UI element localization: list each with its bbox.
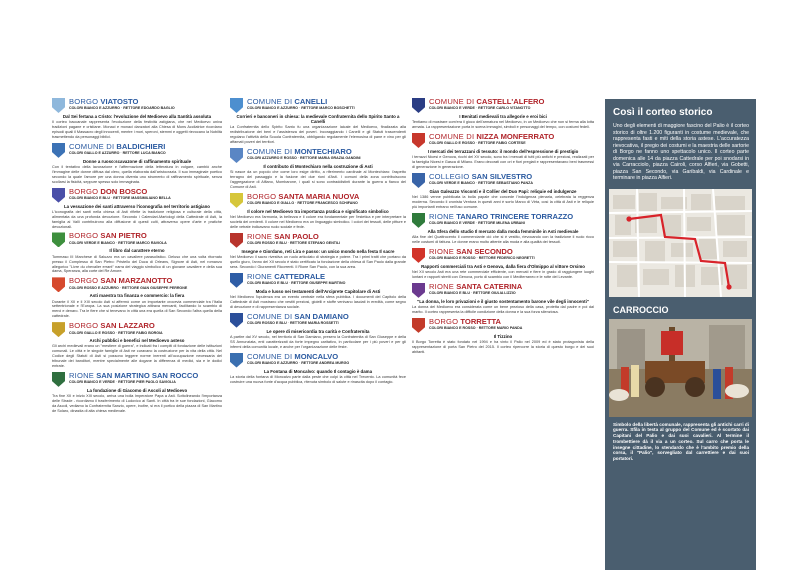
district-title: TORRETTA [460, 316, 502, 326]
district-name [429, 318, 594, 326]
district-title: SAN SECONDO [456, 246, 513, 256]
district-rettore: RETTORE MASSIMILIANO BELLA [113, 196, 171, 201]
district-info: COLORI ROSSO E AZZURRO · RETTORE GIAN GIUSEPPE PERRONE [69, 285, 188, 290]
entry-body: I terrazzi Nicesi e Genova, ricchi del XV secolo, sono tra i mercati di tutti più antichi e preziosi, realizzati per la famiglia Nicesi e Gasca di Milano. Erano decorati con ori e fiori pregiati e rappresentavano beni trasmessi di generazione in generazione. [412, 155, 594, 170]
district-colors: COLORI BIANCO E BLU [69, 196, 110, 201]
district-kind: BORGO [69, 231, 99, 241]
district-name [429, 248, 594, 256]
district-info: COLORI ROSSO E BLU · RETTORE MARIA ROSSETTI [247, 321, 339, 326]
district-kind: COLLEGIO [429, 171, 470, 181]
district-name [247, 273, 406, 281]
sidebar-heading: Così il corteo storico [613, 107, 713, 118]
map-drawing [609, 189, 752, 297]
coat-of-arms-icon [230, 313, 243, 328]
route-map [609, 189, 752, 297]
entry-title: Gian Galeazzo Visconti e il Collier del Duo Papi: reliquie ed indulgenze [429, 188, 577, 194]
entry-heading [247, 353, 406, 366]
entry-header [52, 277, 222, 292]
district-info: COLORI VERDE E BIANCO · RETTORE MARCO RAVIOLA [69, 240, 167, 245]
district-kind: RIONE [429, 246, 455, 256]
district-rettore: RETTORE MARIO PANDA [478, 326, 523, 331]
district-rettore: RETTORE GIUSEPPE MARTINO [291, 281, 346, 286]
district-info: COLORI BIANCO E ROSSO · RETTORE MARIO PANDA [429, 326, 523, 331]
district-kind: RIONE [69, 370, 95, 380]
entry-title: Il libro dal carattere eterno [109, 248, 165, 254]
entry-body: Nel Medioevo il sacro rivestiva un ruolo articolato di strategia e potere. Tra i primi tratti che portano da quello giuro, l'anno del XII secolo è stato certificato la fondazione della chiesa di San Paolo dalla grande sera. Secondo i Giuramenti Ricorrenti. Il Rione San Paolo, con la sua area. [230, 254, 406, 269]
sidebar-text: Uno degli elementi di maggiore fascino del Palio è il corteo storico di oltre 1.200 figuranti in costume medievale, che rappresenta fasti e miti della storia astese. L'accuratezza rievocativa, il pregio dei costumi e la maestria delle sartorie di Borgo ne fanno uno spettacolo unico. Il corteo parte domenica alle 14 da piazza Cattedrale per poi snodarsi in via Carracciolo, piazza Cairoli, corso Alfieri, via Gobetti, piazza San Secondo, via Garibaldi, via Cardinale e terminare in piazza Alfieri. [613, 123, 749, 181]
district-entry [52, 277, 222, 319]
entry-title: La Fontana di Moncalvo: quando Il contagio è dama [263, 368, 373, 374]
district-colors: COLORI BIANCO E ROSSO [429, 256, 476, 261]
district-colors: COLORI AZZURRO E ROSSO [247, 156, 297, 161]
district-info: COLORI BIANCO E BLU · RETTORE GIUSEPPE MARTINO [247, 281, 346, 286]
district-colors: COLORI GIALLO E ROSSO [69, 330, 115, 335]
district-kind: BORGO [69, 276, 99, 286]
district-title: SAN PAOLO [274, 231, 319, 241]
district-rettore: RETTORE LUCA BIANCO [122, 151, 166, 156]
district-entry [412, 318, 594, 355]
district-info: COLORI BIANCO E VERDE · RETTORE CARLO VITANOTTO [429, 106, 531, 111]
coat-of-arms-icon [52, 372, 65, 387]
district-rettore: RETTORE SEBASTIANO PANZA [478, 181, 533, 186]
entry-title: Dal Sei fertana a Cristo: l'evoluzione del Medioevo alla Santità assoluta [62, 114, 212, 119]
district-entry [412, 98, 594, 130]
entry-header [230, 98, 406, 113]
district-rettore: RETTORE PIER PAOLO SAVIGLIA [118, 380, 176, 385]
district-info: COLORI GIALLO E AZZURRO · RETTORE LUCA BIANCO [69, 151, 166, 156]
district-rettore: RETTORE FEDERICO NEGRETTI [478, 256, 535, 261]
entry-header [52, 98, 222, 113]
district-title: SAN SILVESTRO [471, 171, 533, 181]
entry-heading [429, 173, 594, 186]
entry-heading [247, 233, 406, 246]
entry-header [230, 273, 406, 288]
district-rettore: RETTORE MARIA ROSSETTI [289, 321, 339, 326]
entry-heading [69, 372, 222, 385]
district-entry [230, 233, 406, 270]
district-name [69, 98, 222, 106]
district-info: COLORI BIANCO E BLU · RETTORE MASSIMILIANO BELLA [69, 196, 171, 201]
district-entry [52, 372, 222, 414]
district-name [429, 213, 594, 221]
district-entry [52, 143, 222, 185]
district-kind: COMUNE DI [429, 97, 475, 106]
entry-body: Tra fine XII e inizio XIII secolo, arriva una bolla Imperatore Papa a Asti. Sottolineando l'importanza delle Strade - ricordiamo il trasferimento di Ludovico ai Santi. In città tra le sue fondazioni, Giacomo da Ascoli, vediamo la Confraternita Sanzio, opere, inoltre, si era il portico della piazza di San Martino de Solaro, dinastia di alta chiesa medievale. [52, 394, 222, 413]
entry-header [412, 213, 594, 228]
entry-header [52, 322, 222, 337]
coat-of-arms-icon [412, 133, 425, 148]
district-colors: COLORI BIANCO E AZZURRO [247, 360, 298, 365]
coat-of-arms-icon [412, 173, 425, 188]
entry-heading [429, 213, 594, 226]
entry-title: I Benitati medievali tra allegorie e eroi bici [459, 114, 547, 119]
district-info: COLORI BIANCO E AZZURRO · RETTORE ANDREA MURGO [247, 360, 350, 365]
entry-title: Archi pubblici e benefici nel Medioevo asteso [89, 338, 185, 344]
district-title: CANELLI [294, 97, 328, 106]
district-title: DON BOSCO [100, 186, 148, 196]
entry-header [412, 98, 594, 113]
entry-title: "La donna, le loro privazioni e il giusto sostentamento barone vile degli innocenti" [417, 298, 589, 304]
entry-title: La fondazione di Giacomo di Ascoli al Medioevo [86, 387, 188, 393]
district-entry [230, 193, 406, 230]
entry-body: La Confraternita dello Spirito Santo fu una organizzazione laicale del Medioevo, finalizzata alla redistribuzione dei beni e l'assistenza dei poveri. Incoraggiando i Canelli e gli Statuti trascendenti regolano l'attività della Scuola Confraternita, obbligando regolamente l'elemosina di pane e vino per gli affamati poveri dei territori. [230, 125, 406, 145]
district-name [69, 188, 222, 196]
district-title: SAN PIETRO [100, 231, 147, 241]
district-info: COLORI BIANCO E BLU · RETTORE GIULIA LIZZIO [429, 291, 516, 296]
column-1 [52, 98, 222, 417]
district-colors: COLORI BIANCO E VERDE [69, 380, 115, 385]
entry-title: Corrieri e banconeri in chiesa: la medievale Confraternita dello Spirito Santo a Canelli [236, 114, 400, 125]
district-title: SANTA CATERINA [456, 281, 523, 291]
district-colors: COLORI BIANCO E BLU [247, 281, 288, 286]
district-kind: BORGO [429, 316, 459, 326]
coat-of-arms-icon [230, 233, 243, 248]
entry-heading [429, 133, 594, 146]
entry-header [52, 188, 222, 203]
entry-header [52, 372, 222, 387]
entry-header [230, 353, 406, 368]
coat-of-arms-icon [412, 213, 425, 228]
coat-of-arms-icon [52, 143, 65, 158]
coat-of-arms-icon [230, 98, 243, 113]
district-kind: RIONE [247, 271, 273, 281]
district-info: COLORI ROSSO E BLU · RETTORE STEFANO GENTILI [247, 241, 341, 246]
entry-header [412, 318, 594, 333]
coat-of-arms-icon [230, 273, 243, 288]
district-rettore: RETTORE FABIO CORTESE [478, 141, 526, 146]
entry-body: Gli archi medievali erano un "mestiere di guerra", e indicati fra i compiti di fondazione delle istituzioni comunali. Le città e le singole famiglie di Asti ne curavano la costruzione per la vita della città. Nel Codice degli Statuti di Asti si possono leggere norme inerenti all'occupazione necessaria del tribunale dei banditori, mentre specialmente alle dogane la differenza di medici, sia e le dodici entrate. [52, 344, 222, 368]
entry-body: A partire dal XV secolo, nel territorio di San Damiano, presero la Confraternita di San Giuseppe e della SS Annunziata, enti caratterizzati da forte impegno caritativo, in particolare per i più poveri e per gli infermi della comunità locale, e anche per l'organizzazione delle feste. [230, 334, 406, 349]
entry-heading [69, 277, 222, 290]
entry-body: Nel 1386 venne pubblicata la bolla papale che concede l'indulgenza plenaria, celebrata la reggenza moderna. Secondo il cronista Ventura in questi anni è sorto Marco di Virta, così la città di Asti e le reliquie più importanti entrano nell'uso comune. [412, 195, 594, 209]
entry-header [230, 313, 406, 328]
district-entry [412, 173, 594, 210]
district-entry [52, 98, 222, 140]
district-kind: BORGO [69, 186, 99, 196]
district-colors: COLORI ROSSO E AZZURRO [69, 285, 119, 290]
entry-title: Il contributo di Montechiaro nella costruzione di Asti [263, 164, 373, 170]
district-info: COLORI BIANCO E VERDE · RETTORE PIER PAOLO SAVIGLIA [69, 380, 176, 385]
entry-header [412, 173, 594, 188]
district-entry [230, 148, 406, 190]
entry-title: Alla Sfera dello studio Il mercato dalla moda femminile in Asti medievale [427, 228, 579, 234]
district-colors: COLORI GIALLO E AZZURRO [69, 151, 120, 156]
district-name [429, 173, 594, 181]
entry-title: Le opere di misericordia tra carità e Confraternita [266, 328, 370, 334]
district-title: NIZZA MONFERRATO [476, 132, 555, 142]
district-title: MONCALVO [294, 351, 339, 361]
district-kind: COMUNE DI [247, 351, 293, 361]
district-info: COLORI BIANCO E AZZURRO · RETTORE MARCO BOSCHETTI [247, 106, 355, 111]
entry-header [412, 283, 594, 298]
entry-title: Rapporti commerciali tra Asti e Genova, dalla fiera d'Olmippo al vittore Orsimo [421, 263, 585, 269]
carroccio-photo [609, 319, 752, 417]
district-colors: COLORI BIANCO E VERDE [429, 106, 475, 111]
entry-heading [69, 232, 222, 245]
carroccio-image [609, 319, 752, 417]
district-name [247, 233, 406, 241]
district-info: COLORI AZZURRO E ROSSO · RETTORE MARIA GRAZIA GANDINI [247, 156, 361, 161]
entry-heading [247, 148, 406, 161]
district-rettore: RETTORE ANDREA MURGO [301, 360, 350, 365]
coat-of-arms-icon [230, 353, 243, 368]
district-name [247, 193, 406, 201]
entry-heading [429, 283, 594, 296]
entry-header [412, 248, 594, 263]
district-info: COLORI VERDE E BIANCO · RETTORE SEBASTIANO PANZA [429, 181, 533, 186]
coat-of-arms-icon [52, 232, 65, 247]
district-name [247, 98, 406, 106]
entry-heading [429, 98, 594, 111]
entry-heading [247, 273, 406, 286]
district-rettore: RETTORE MILENA URBANI [478, 221, 525, 226]
district-name [69, 322, 222, 330]
entry-header [52, 232, 222, 247]
district-title: BALDICHIERI [116, 141, 166, 151]
entry-header [230, 233, 406, 248]
entry-heading [247, 98, 406, 111]
district-rettore: RETTORE STEFANO GENTILI [289, 241, 341, 246]
coat-of-arms-icon [230, 193, 243, 208]
district-entry [230, 313, 406, 350]
coat-of-arms-icon [230, 148, 243, 163]
district-title: MONTECHIARO [294, 147, 352, 157]
entry-header [230, 193, 406, 208]
district-colors: COLORI BIANCO E VERDE [429, 221, 475, 226]
entry-title: Moda e lusso nei testamenti dell'Arciprete Capitolare di Asti [255, 288, 381, 294]
district-info: COLORI BIANCO E GIALLO · RETTORE FRANCESCO SCHIFANO [247, 201, 358, 206]
entry-header [412, 133, 594, 148]
district-entry [52, 232, 222, 274]
district-colors: COLORI VERDE E BIANCO [69, 240, 115, 245]
coat-of-arms-icon [412, 283, 425, 298]
carroccio-caption: Simbolo della libertà comunale, rappresenta gli antichi carri di guerra. Sfila in testa al gruppo del Comune ed è scortato dai Capitani del Palio e dai suoi cavalieri. Al termine il trombettiere dà il via a un corteo. Sul carro che porta le insegne cittadine, lo stendardo che è l'ambito premio della corsa, il "Palio", sorvegliato dal carrettiere e dai suoi portatori. [613, 421, 749, 462]
district-title: SAN LAZZARO [100, 321, 155, 331]
district-kind: BORGO [69, 321, 99, 331]
district-entry [52, 322, 222, 369]
entry-body: Il Borgo Torretta è stato fondato nel 1994 e ha vinto il Palio nel 2009 ed è stato protagonista della rappresentazione di porta San Pietro del 2015. Il corteo ripercorre la storia di questo borgo e dei suoi abitanti. [412, 340, 594, 354]
district-rettore: RETTORE CARLO VITANOTTO [478, 106, 531, 111]
district-rettore: RETTORE FRANCESCO SCHIFANO [297, 201, 358, 206]
entry-title: Donne a ruoso:scavazone di raffinamento spirituale [82, 158, 192, 164]
district-info: COLORI BIANCO E AZZURRO · RETTORE EDOARDO BAGLIO [69, 106, 175, 111]
district-name [429, 98, 594, 106]
coat-of-arms-icon [52, 322, 65, 337]
district-entry [230, 98, 406, 145]
district-entry [230, 353, 406, 385]
entry-heading [247, 193, 406, 206]
district-rettore: RETTORE GIAN GIUSEPPE PERRONE [121, 285, 188, 290]
entry-body: Nel XII secolo Asti era una rete commerciale efficiente, con mercati e fiere in grado di raggiungere luoghi lontani e rapporti stretti con Genova, porto di scambio con il Mediterraneo e le rotte del Levante. [412, 270, 594, 279]
coat-of-arms-icon [412, 98, 425, 113]
district-info: COLORI BIANCO E VERDE · RETTORE MILENA URBANI [429, 221, 525, 226]
district-title: SAN DAMIANO [294, 311, 349, 321]
district-colors: COLORI ROSSO E BLU [247, 241, 287, 246]
district-entry [52, 188, 222, 230]
column-2 [230, 98, 406, 388]
district-colors: COLORI VERDE E BIANCO [429, 181, 475, 186]
district-title: VIATOSTO [100, 97, 139, 106]
district-kind: COMUNE DI [247, 147, 293, 157]
entry-heading [69, 188, 222, 201]
district-entry [412, 213, 594, 245]
entry-heading [69, 322, 222, 335]
carroccio-heading: CARROCCIO [613, 304, 669, 315]
district-rettore: RETTORE MARIA GRAZIA GANDINI [299, 156, 361, 161]
entry-body: Durante il XII e il XIII secolo Asti si affermò come un importante crocevia commerciale tra l'Italia settentrionale e l'Europa. La sua posizione strategica attirava mercanti, facilitando lo scambio di merci e denaro. Tra le fiere che si tenevano in città una era quella di San Secondo l'altra quella della cattedrale. [52, 299, 222, 319]
entry-body: Alla fine del Quattrocento il commerciante ciò che si è vestito, rievocando con la tradizione il ruolo ricco nelle costumi di fattura. Le donne erano molto attente alla moda e alla qualità dei tessuti. [412, 235, 594, 244]
entry-body: Il corteo baccanale rappresenta l'evoluzione della festività astigiana, che nel Medioevo univa tradizioni pagane e cristiane. Monaci e monaci danzatori alla Chiesa di Mons Accilatrice ricordano episodi quali il Massacro degli innocenti, mentre i mori, speroni, stemmi e oggetti rievocano la Nobiltà trasmettendo da personaggi biblici. [52, 120, 222, 139]
district-title: CASTELL'ALFERO [476, 97, 545, 106]
district-name [429, 283, 594, 291]
district-colors: COLORI BIANCO E BLU [429, 291, 470, 296]
entry-title: I mercati dei terrazzani di tessuto: il mondo dell'espressione di prestigio [427, 149, 579, 155]
entry-header [52, 143, 222, 158]
district-kind: COMUNE DI [247, 97, 293, 106]
district-title: SAN MARTINO SAN ROCCO [96, 370, 199, 380]
district-name [69, 277, 222, 285]
district-title: SAN MARZANOTTO [100, 276, 173, 286]
district-entry [412, 133, 594, 170]
district-colors: COLORI BIANCO E ROSSO [429, 326, 476, 331]
entry-title: Asti maestra tra finanza e commercio: la fiera [89, 293, 185, 299]
district-colors: COLORI BIANCO E AZZURRO [247, 106, 298, 111]
entry-body: Nel Medioevo era l'armonia, la bellezza e il colore era fondamentale per l'estetica e per interpretare la società dei credenti. Il colore nel Medioevo era un linguaggio simbolico. I colori dei tessuti, delle pitture e delle vetrate indicavano ruolo sociale e fede. [230, 215, 406, 229]
district-name [69, 232, 222, 240]
entry-body: Nel Medioevo l'opulenza era un evento centrale nella sfera pubblica. I documenti del Capitolo della Cattedrale di Asti mostrano che vestiti preziosi, gioielli e stoffe venivano lasciati in eredità, come segno di devozione e di rappresentanza sociale. [230, 294, 406, 309]
entry-body: L'iconografia dei santi nella chiesa di Asti riflette la tradizione religiosa e culturale della città, alimentata da una profonda devozione. Secondo i Calendari-Martologi della Cattedrale di Asti, la famiglia ai Valli contribuirono alla diffusione di questi culti, attraverso opere d'arte e pratiche devozionali. [52, 209, 222, 229]
district-kind: RIONE [429, 281, 455, 291]
district-name [247, 313, 406, 321]
district-name [69, 372, 222, 380]
coat-of-arms-icon [52, 277, 65, 292]
entry-title: Il colore nel Medioevo tra importanza pratica e significato simbolico [247, 208, 389, 214]
district-entry [230, 273, 406, 310]
district-rettore: RETTORE MARCO BOSCHETTI [301, 106, 355, 111]
entry-heading [247, 313, 406, 326]
district-colors: COLORI ROSSO E BLU [247, 321, 287, 326]
entry-body: Tentiamo di mostrare com'era il gioco dell'armatura nel Medioevo, in un Medioevo che non si ferma alla lotta armata. La rappresentazione porta in scena immagini, simboli e personaggi del tempo, con costumi fedeli. [412, 120, 594, 130]
district-kind: RIONE [247, 231, 273, 241]
district-kind: COMUNE DI [247, 311, 293, 321]
entry-title: Il Tizzino [493, 333, 513, 339]
coat-of-arms-icon [52, 188, 65, 203]
district-info: COLORI GIALLO E ROSSO · RETTORE FABIO BORGIA [69, 330, 163, 335]
district-name [69, 143, 222, 151]
entry-body: Si nasce da un popolo che come loro esige diritto, a riferimento cardinale al Montechiaro: l'aspetto terragno del passaggio e la fusione dei due rioni d'Asti. I comuni della zona contribuiscono l'aggregazione di Alfiano, Mombarone, i quali si sono contraddistinti durante la guerra a fianco del Comune di Asti. [230, 170, 406, 189]
entry-heading [69, 143, 222, 156]
district-rettore: RETTORE GIULIA LIZZIO [473, 291, 516, 296]
entry-title: Insegne e Giordano, reti Lira e passo: un unico mondo nella festa Il sacre [241, 248, 395, 254]
district-colors: COLORI BIANCO E GIALLO [247, 201, 295, 206]
entry-header [230, 148, 406, 163]
district-entry [412, 248, 594, 280]
district-kind: BORGO [247, 191, 277, 201]
entry-heading [429, 248, 594, 261]
district-name [429, 133, 594, 141]
coat-of-arms-icon [412, 248, 425, 263]
entry-heading [69, 98, 222, 111]
district-title: CATTEDRALE [274, 271, 326, 281]
district-info: COLORI GIALLO E ROSSO · RETTORE FABIO CORTESE [429, 141, 526, 146]
entry-title: La vessazione dei santi attraverso l'iconografia nel territorio astigiano [64, 203, 210, 209]
district-rettore: RETTORE EDOARDO BAGLIO [123, 106, 175, 111]
district-title: SANTA MARIA NUOVA [278, 191, 360, 201]
entry-heading [429, 318, 594, 331]
district-name [247, 353, 406, 361]
district-colors: COLORI BIANCO E AZZURRO [69, 106, 120, 111]
district-name [247, 148, 406, 156]
district-rettore: RETTORE FABIO BORGIA [118, 330, 163, 335]
district-entry [412, 283, 594, 315]
district-kind: COMUNE DI [429, 132, 475, 142]
coat-of-arms-icon [412, 318, 425, 333]
sidebar-panel [605, 99, 756, 570]
entry-body: La donna del Medioevo era considerata come un bene prezioso della casa, protetta dal padre e poi dal marito. Il corteo rappresenta la difficile condizione della donna e la sua forza silenziosa. [412, 305, 594, 314]
column-3 [412, 98, 594, 358]
district-title: TANARO TRINCERE TORRAZZO [456, 211, 574, 221]
entry-body: La storia della fontana di Moncalvo parte dalla peste che colpì la città nel Trecento. La comunità fece costruire una nuova fonte d'acqua pubblica, ritenuta simbolo di salute e rinascita dopo il contagio. [230, 374, 406, 384]
district-colors: COLORI GIALLO E ROSSO [429, 141, 475, 146]
district-kind: BORGO [69, 97, 99, 106]
district-info: COLORI BIANCO E ROSSO · RETTORE FEDERICO NEGRETTI [429, 256, 535, 261]
entry-body: Tommaso III Marchese di Saluzzo era un cavaliere parasolistico. Deluso che una volta ritornato presso il Complesso di San Pietro: Pristello del Duca di Orleans, Signore di Asti, nel romanzo allegorico "Livre du chevalier errant" narra del viaggio simbolico di un giovane cavaliere e della sua dama, Speranza, alla corte del Re Amore. [52, 254, 222, 274]
entry-body: Con il tentativo della lavorazione e l'affermazione della letteratura in volgare, cambiò anche l'immagine delle donne diffusa dal clero, quella elaborata dall'aristocrazia. Il suo immaginale poetico secondo la quale l'amore per una donna diventa uno strumento di raffinamento spirituale, senza scollarsi la fisicità, seppure spesso solo immaginata. [52, 165, 222, 184]
district-rettore: RETTORE MARCO RAVIOLA [118, 240, 167, 245]
coat-of-arms-icon [52, 98, 65, 113]
district-kind: COMUNE DI [69, 141, 115, 151]
district-kind: RIONE [429, 211, 455, 221]
